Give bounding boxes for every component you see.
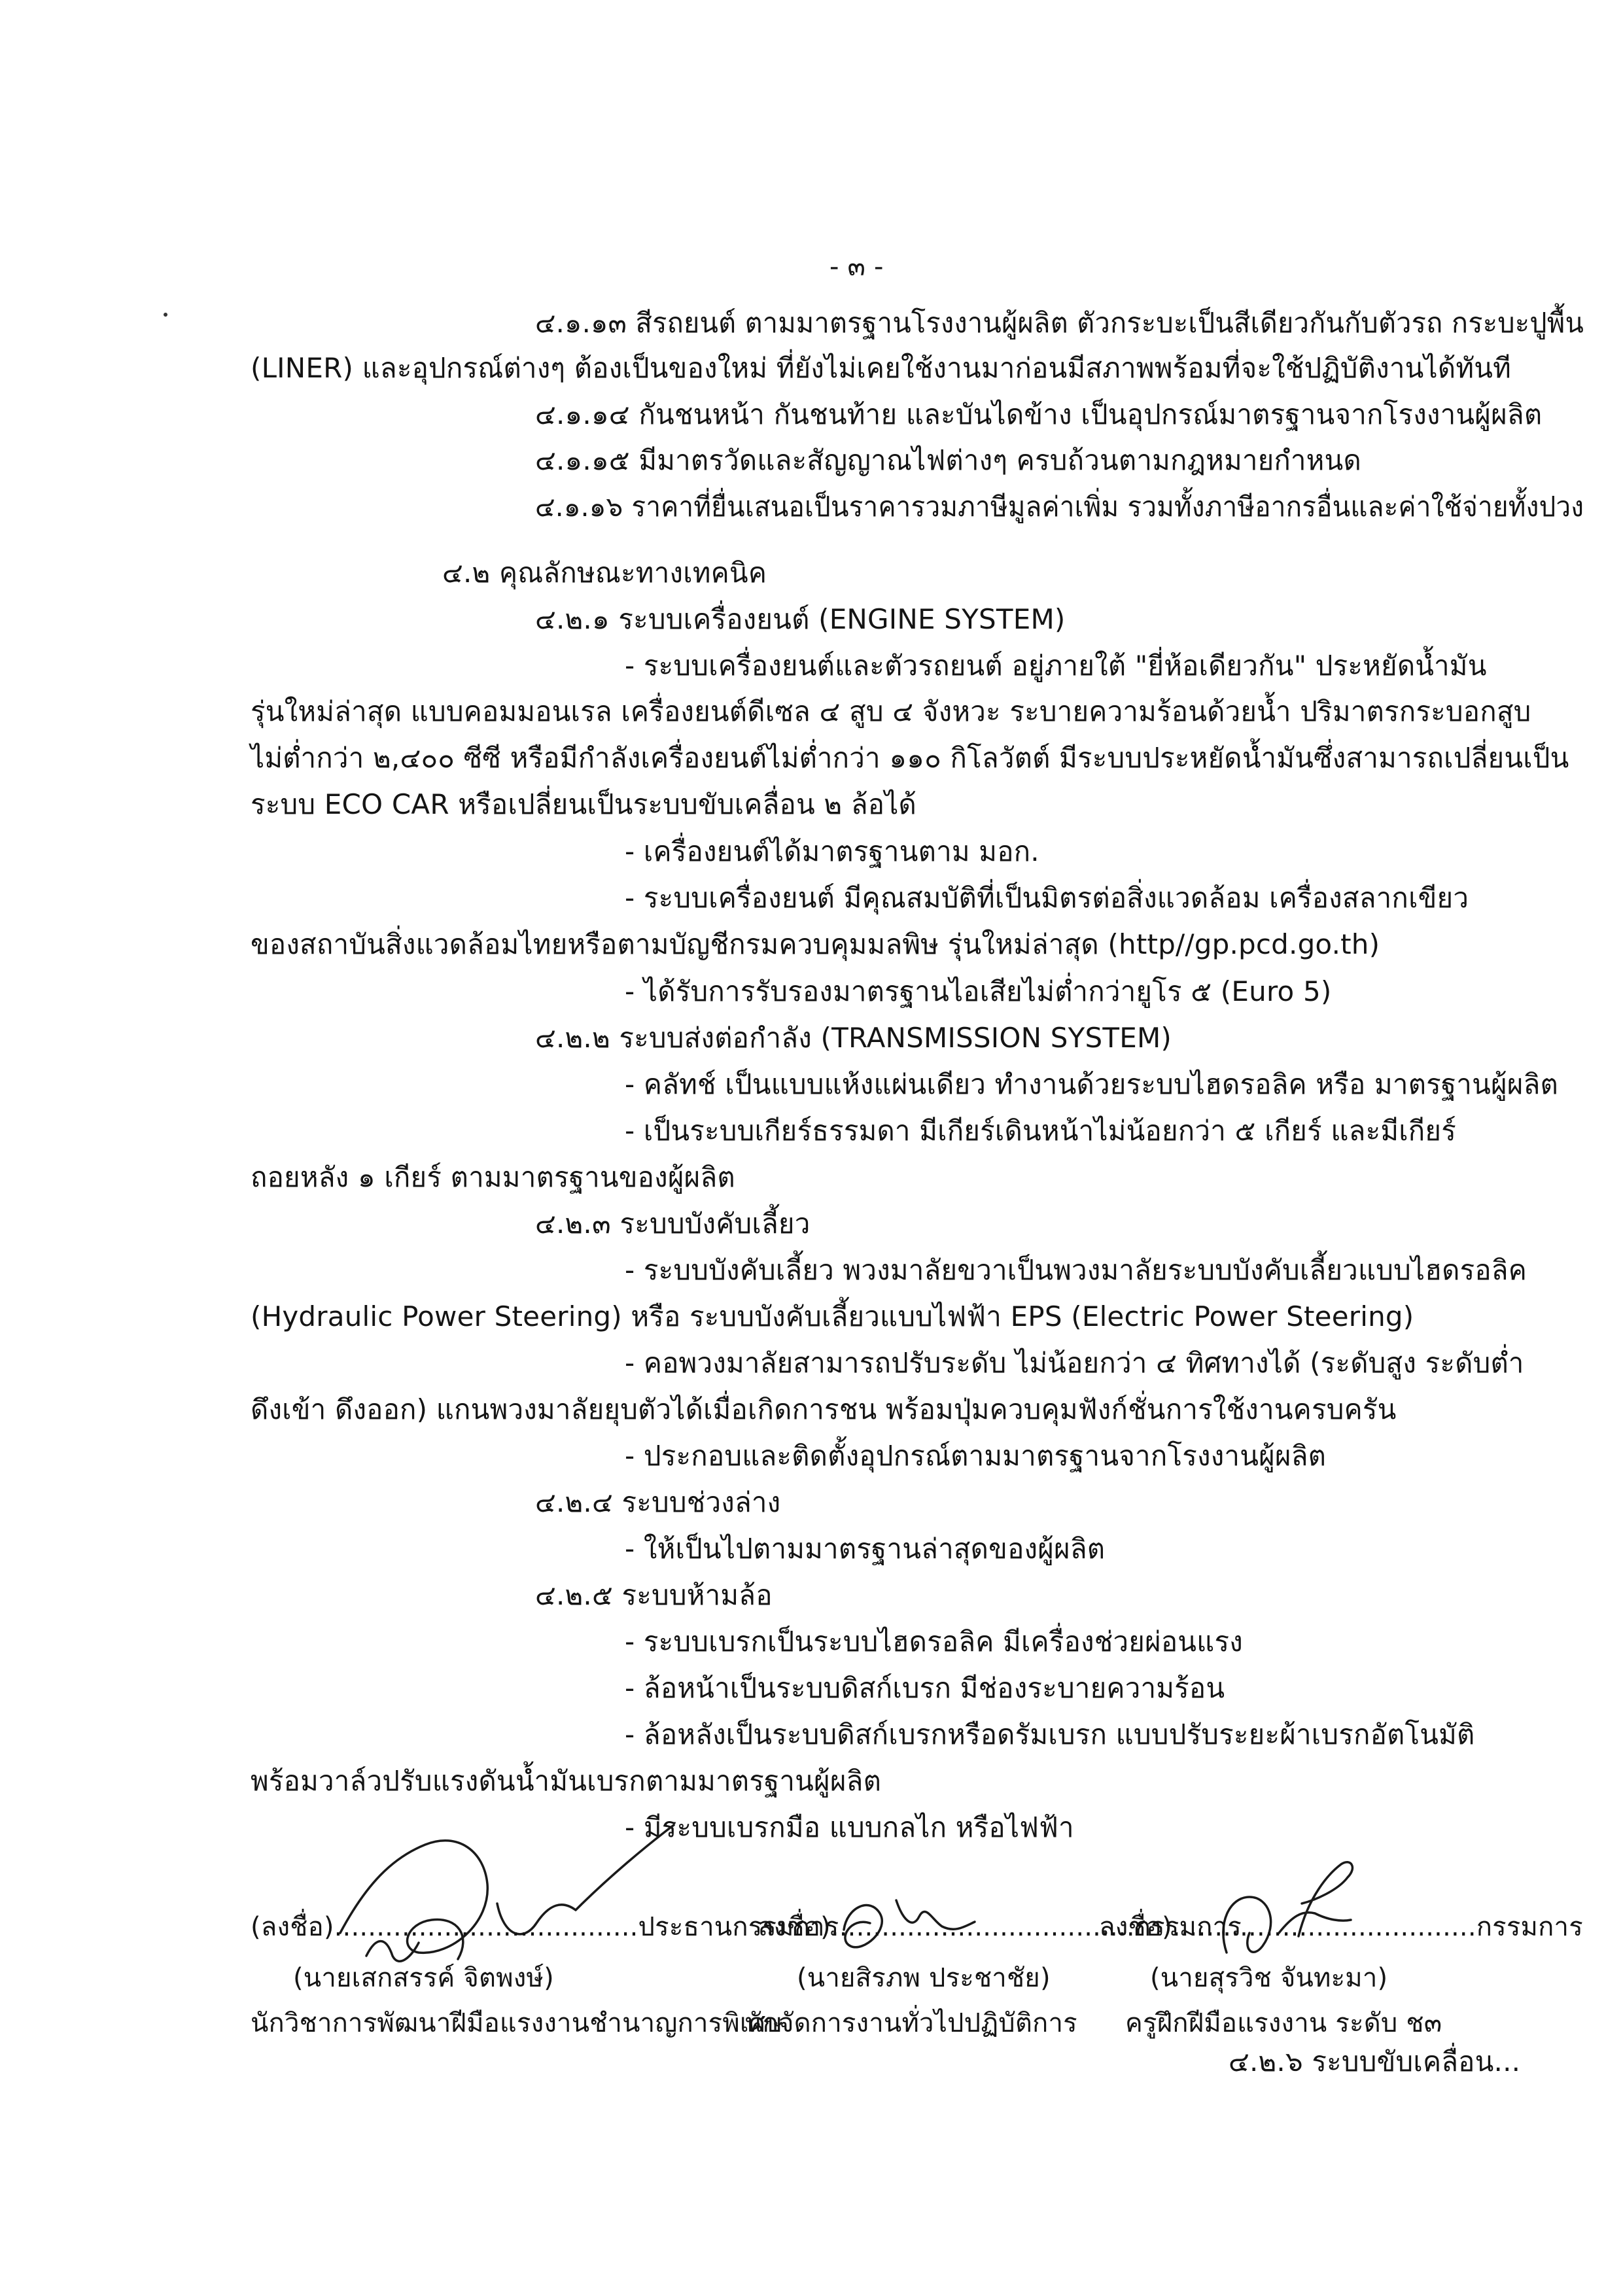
- text-line: ๔.๑.๑๔ กันชนหน้า กันชนท้าย และบันไดข้าง เป็นอุปกรณ์มาตรฐานจากโรงงานผู้ผลิต: [535, 398, 1543, 430]
- signer-name: (นายสุรวิช จันทะมา): [1150, 1963, 1388, 1993]
- text-line: - ล้อหน้าเป็นระบบดิสก์เบรก มีช่องระบายความร้อน: [625, 1672, 1225, 1704]
- signer-position: นักจัดการงานทั่วไปปฏิบัติการ: [744, 2008, 1077, 2038]
- text-line: ดึงเข้า ดึงออก) แกนพวงมาลัยยุบตัวได้เมื่อเกิดการชน พร้อมปุ่มควบคุมฟังก์ชั่นการใช้งานครบครัน: [251, 1393, 1397, 1425]
- continuation-note: ๔.๒.๖ ระบบขับเคลื่อน...: [1229, 2045, 1521, 2078]
- section-heading: ๔.๒ คุณลักษณะทางเทคนิค: [442, 557, 767, 589]
- text-line: พร้อมวาล์วปรับแรงดันน้ำมันเบรกตามมาตรฐานผู้ผลิต: [251, 1765, 882, 1797]
- text-line: ๔.๑.๑๓ สีรถยนต์ ตามมาตรฐานโรงงานผู้ผลิต ตัวกระบะเป็นสีเดียวกันกับตัวรถ กระบะปูพื้น: [535, 307, 1584, 339]
- text-line: - เครื่องยนต์ได้มาตรฐานตาม มอก.: [625, 835, 1039, 867]
- text-line: ระบบ ECO CAR หรือเปลี่ยนเป็นระบบขับเคลื่อน ๒ ล้อได้: [251, 788, 916, 820]
- text-line: - ประกอบและติดตั้งอุปกรณ์ตามมาตรฐานจากโรงงานผู้ผลิต: [625, 1440, 1327, 1472]
- signer-position: นักวิชาการพัฒนาฝีมือแรงงานชำนาญการพิเศษ: [251, 2008, 783, 2038]
- signature-line: (ลงชื่อ)....................................ประธานกรรมการ: [251, 1912, 839, 1942]
- text-line: - ให้เป็นไปตามมาตรฐานล่าสุดของผู้ผลิต: [625, 1533, 1106, 1565]
- text-line: - คลัทช์ เป็นแบบแห้งแผ่นเดียว ทำงานด้วยระบบไฮดรอลิค หรือ มาตรฐานผู้ผลิต: [625, 1068, 1559, 1100]
- text-line: (Hydraulic Power Steering) หรือ ระบบบังคับเลี้ยวแบบไฟฟ้า EPS (Electric Power Steering): [251, 1300, 1414, 1332]
- text-line: - ล้อหลังเป็นระบบดิสก์เบรกหรือดรัมเบรก แบบปรับระยะผ้าเบรกอัตโนมัติ: [625, 1718, 1475, 1750]
- text-line: - ระบบบังคับเลี้ยว พวงมาลัยขวาเป็นพวงมาลัยระบบบังคับเลี้ยวแบบไฮดรอลิค: [625, 1254, 1527, 1286]
- text-line: - ได้รับการรับรองมาตรฐานไอเสียไม่ต่ำกว่ายูโร ๕ (Euro 5): [625, 975, 1332, 1007]
- text-line: - ระบบเครื่องยนต์และตัวรถยนต์ อยู่ภายใต้ "ยี่ห้อเดียวกัน" ประหยัดน้ำมัน: [625, 650, 1487, 682]
- text-line: - ระบบเครื่องยนต์ มีคุณสมบัติที่เป็นมิตรต่อสิ่งแวดล้อม เครื่องสลากเขียว: [625, 882, 1469, 914]
- signer-position: ครูฝึกฝีมือแรงงาน ระดับ ช๓: [1125, 2008, 1442, 2038]
- text-line: ของสถาบันสิ่งแวดล้อมไทยหรือตามบัญชีกรมควบคุมมลพิษ รุ่นใหม่ล่าสุด (http//gp.pcd.go.th): [251, 928, 1380, 960]
- subsection-heading: ๔.๒.๑ ระบบเครื่องยนต์ (ENGINE SYSTEM): [535, 603, 1066, 635]
- text-line: รุ่นใหม่ล่าสุด แบบคอมมอนเรล เครื่องยนต์ดีเซล ๔ สูบ ๔ จังหวะ ระบายความร้อนด้วยน้ำ ปริมาตรกระบอกสูบ: [251, 695, 1531, 727]
- text-line: ๔.๑.๑๖ ราคาที่ยื่นเสนอเป็นราคารวมภาษีมูลค่าเพิ่ม รวมทั้งภาษีอากรอื่นและค่าใช้จ่ายทั้งปวง: [535, 491, 1584, 523]
- text-line: - เป็นระบบเกียร์ธรรมดา มีเกียร์เดินหน้าไม่น้อยกว่า ๕ เกียร์ และมีเกียร์: [625, 1115, 1456, 1147]
- text-line: (LINER) และอุปกรณ์ต่างๆ ต้องเป็นของใหม่ ที่ยังไม่เคยใช้งานมาก่อนมีสภาพพร้อมที่จะใช้ปฏิบัติงานได้ทันที: [251, 352, 1512, 384]
- page-number: - ๓ -: [829, 252, 884, 282]
- text-line: - มีระบบเบรกมือ แบบกลไก หรือไฟฟ้า: [625, 1811, 1074, 1843]
- text-line: - ระบบเบรกเป็นระบบไฮดรอลิค มีเครื่องช่วยผ่อนแรง: [625, 1626, 1243, 1658]
- subsection-heading: ๔.๒.๔ ระบบช่วงล่าง: [535, 1486, 781, 1518]
- signer-name: (นายเสกสรรค์ จิตพงษ์): [293, 1963, 554, 1993]
- text-line: ถอยหลัง ๑ เกียร์ ตามมาตรฐานของผู้ผลิต: [251, 1161, 735, 1193]
- subsection-heading: ๔.๒.๒ ระบบส่งต่อกำลัง (TRANSMISSION SYSTEM): [535, 1022, 1172, 1054]
- text-line: ๔.๑.๑๕ มีมาตรวัดและสัญญาณไฟต่างๆ ครบถ้วนตามกฎหมายกำหนด: [535, 444, 1361, 476]
- text-line: - คอพวงมาลัยสามารถปรับระดับ ไม่น้อยกว่า ๔ ทิศทางได้ (ระดับสูง ระดับต่ำ: [625, 1347, 1524, 1379]
- signature-line: ลงชื่อ)....................................กรรมการ: [758, 1912, 1242, 1942]
- text-line: ไม่ต่ำกว่า ๒,๔๐๐ ซีซี หรือมีกำลังเครื่องยนต์ไม่ต่ำกว่า ๑๑๐ กิโลวัตต์ มีระบบประหยัดน้ำมันซึ่งสามารถเปลี่ยนเป็น: [251, 742, 1569, 774]
- subsection-heading: ๔.๒.๓ ระบบบังคับเลี้ยว: [535, 1208, 811, 1240]
- signer-name: (นายสิรภพ ประชาชัย): [797, 1963, 1051, 1993]
- signature-line: ลงชื่อ)....................................กรรมการ: [1099, 1912, 1583, 1942]
- subsection-heading: ๔.๒.๕ ระบบห้ามล้อ: [535, 1579, 773, 1611]
